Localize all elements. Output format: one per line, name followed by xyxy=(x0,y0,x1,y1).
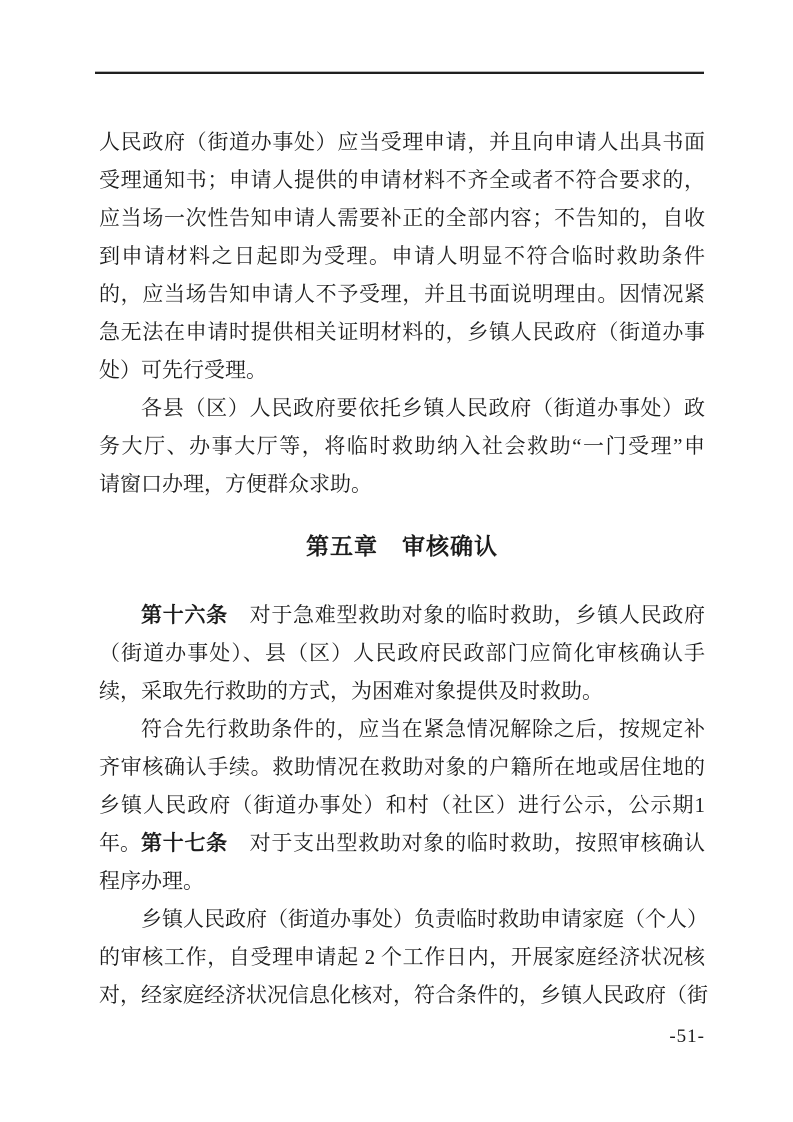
text-line xyxy=(99,351,705,389)
document-body xyxy=(99,123,708,1014)
text-line xyxy=(99,199,705,237)
text-segment: 续，采取先行救助的方式，为困难对象提供及时救助。 xyxy=(99,679,603,703)
text-segment: （街道办事处）、县（区）人民政府民政部门应简化审核确认手 xyxy=(99,641,705,665)
text-segment: 程序办理。 xyxy=(99,869,204,893)
text-segment: 受理通知书；申请人提供的申请材料不齐全或者不符合要求的， xyxy=(99,168,705,192)
text-line xyxy=(99,427,705,465)
text-line xyxy=(99,237,705,275)
text-line xyxy=(99,710,705,748)
text-line xyxy=(99,672,705,710)
text-segment: 对于支出型救助对象的临时救助，按照审核确认 xyxy=(227,831,706,855)
text-line xyxy=(99,123,705,161)
text-line xyxy=(99,634,705,672)
text-segment: 的审核工作，自受理申请起 2 个工作日内，开展家庭经济状况核 xyxy=(99,945,705,969)
text-line xyxy=(99,465,705,503)
text-segment: 处）可先行受理。 xyxy=(99,358,267,382)
text-segment: 对，经家庭经济状况信息化核对，符合条件的，乡镇人民政府（街 xyxy=(99,983,708,1007)
text-line xyxy=(99,748,705,786)
text-line xyxy=(99,389,705,427)
text-segment: 务大厅、办事大厅等，将临时救助纳入社会救助“一门受理”申 xyxy=(99,434,705,458)
text-segment: 各县（区）人民政府要依托乡镇人民政府（街道办事处）政 xyxy=(141,396,705,420)
text-segment: 人民政府（街道办事处）应当受理申请，并且向申请人出具书面 xyxy=(99,130,705,154)
text-line xyxy=(99,596,705,634)
text-line xyxy=(99,161,705,199)
chapter-heading: 第五章 审核确认 xyxy=(306,533,498,559)
text-line xyxy=(99,275,705,313)
text-line xyxy=(99,900,708,938)
text-segment: 乡镇人民政府（街道办事处）负责临时救助申请家庭（个人） xyxy=(141,907,708,931)
page-number: -51- xyxy=(669,1026,705,1047)
text-segment: 对于急难型救助对象的临时救助，乡镇人民政府 xyxy=(227,603,706,627)
header-rule xyxy=(95,71,704,74)
text-segment: 的，应当场告知申请人不予受理，并且书面说明理由。因情况紧 xyxy=(99,282,705,306)
text-segment: 应当场一次性告知申请人需要补正的全部内容；不告知的，自收 xyxy=(99,206,705,230)
text-segment: 请窗口办理，方便群众求助。 xyxy=(99,472,372,496)
text-segment: 急无法在申请时提供相关证明材料的，乡镇人民政府（街道办事 xyxy=(99,320,705,344)
text-line xyxy=(99,824,705,862)
text-segment: 符合先行救助条件的，应当在紧急情况解除之后，按规定补 xyxy=(141,717,705,741)
text-segment: 乡镇人民政府（街道办事处）和村（社区）进行公示，公示期1年。 xyxy=(99,793,705,855)
text-line xyxy=(99,313,705,351)
text-segment: 齐审核确认手续。救助情况在救助对象的户籍所在地或居住地的 xyxy=(99,755,705,779)
text-line xyxy=(99,862,705,900)
article-number: 第十六条 xyxy=(141,604,228,627)
article-number: 第十七条 xyxy=(141,832,228,855)
text-segment: 到申请材料之日起即为受理。申请人明显不符合临时救助条件 xyxy=(99,244,705,268)
text-line xyxy=(99,976,708,1014)
text-line xyxy=(99,938,705,976)
